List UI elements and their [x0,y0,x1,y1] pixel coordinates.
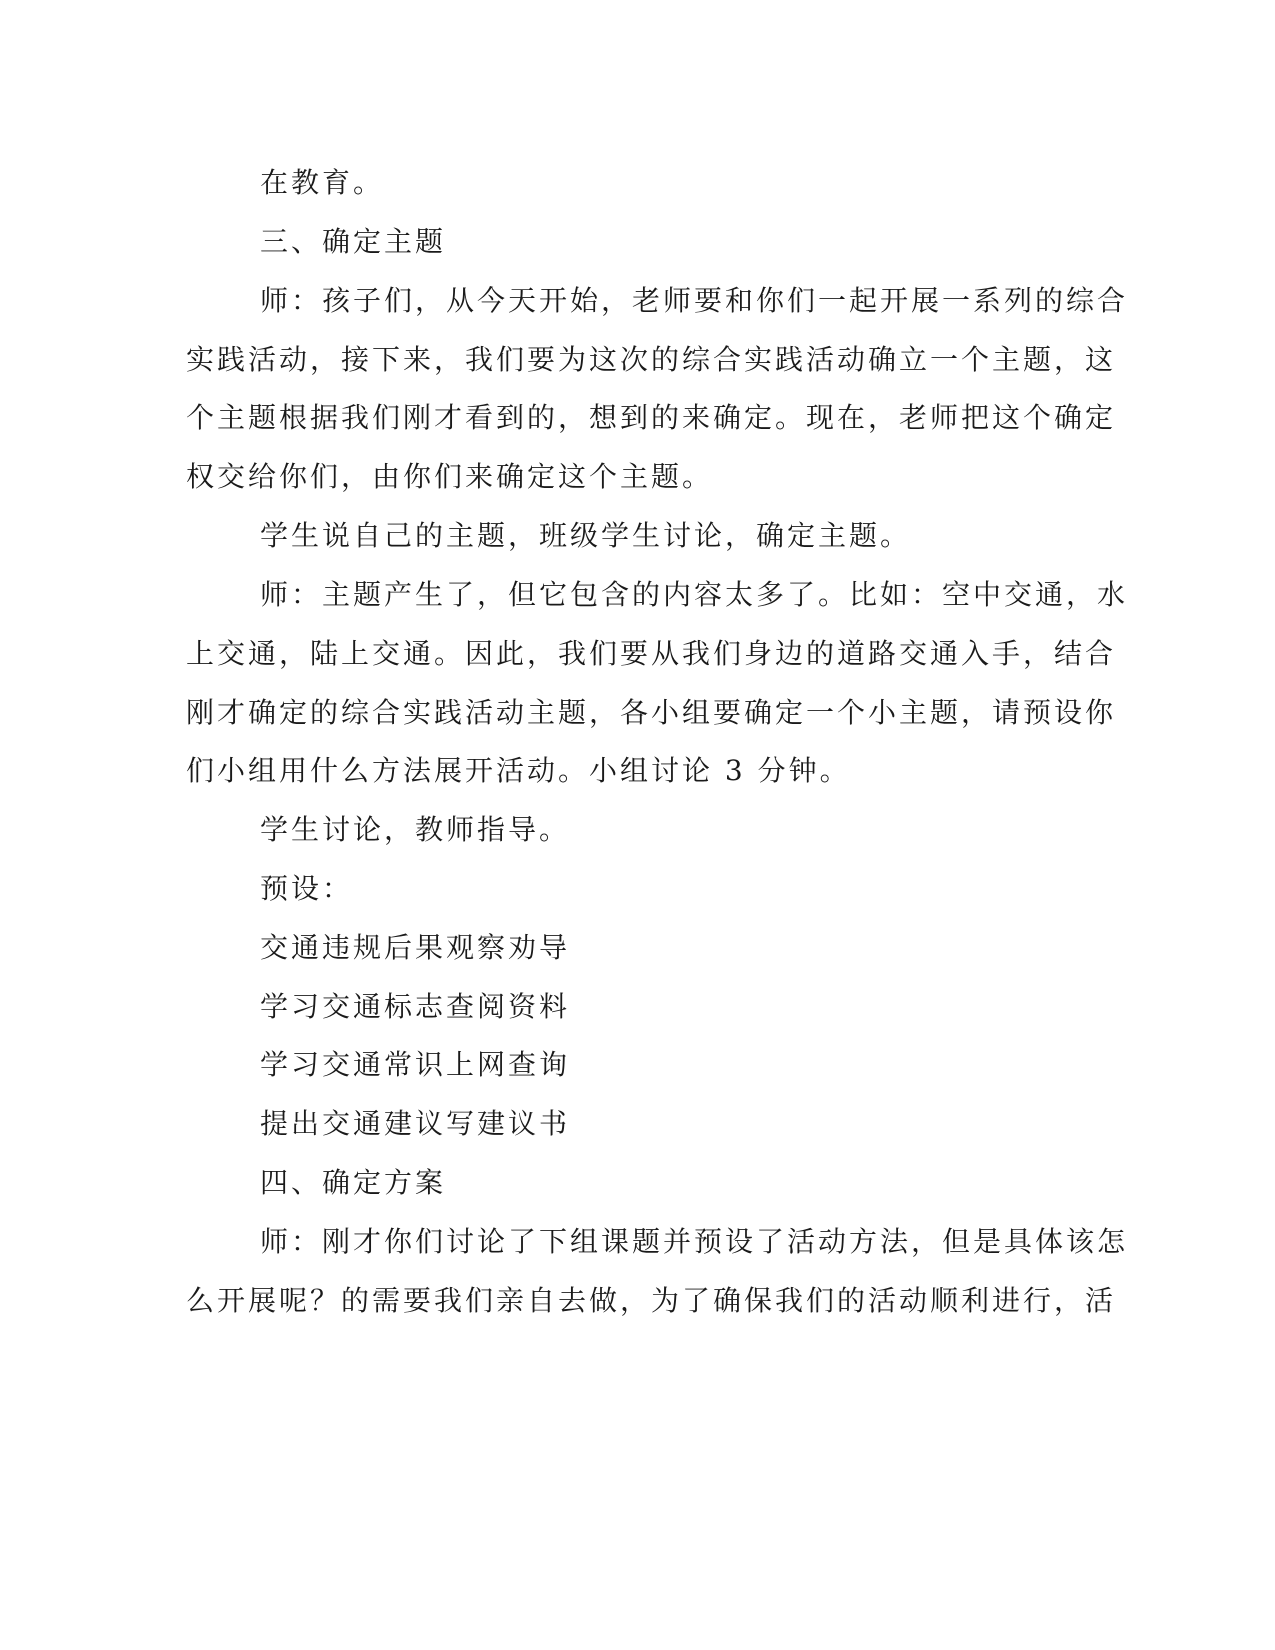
list-item: 交通违规后果观察劝导 [260,931,571,964]
list-item: 提出交通建议写建议书 [260,1107,571,1140]
text-line: 在教育。 [260,166,385,199]
list-item: 学习交通常识上网查询 [260,1048,571,1081]
section-heading: 三、确定主题 [260,225,447,258]
text-line: 们小组用什么方法展开活动。小组讨论 3 分钟。 [186,754,851,787]
text-line: 师：刚才你们讨论了下组课题并预设了活动方法，但是具体该怎 [260,1225,1129,1258]
list-item: 学习交通标志查阅资料 [260,990,571,1023]
text-line: 刚才确定的综合实践活动主题，各小组要确定一个小主题，请预设你 [186,696,1117,729]
text-line: 学生讨论，教师指导。 [260,813,571,846]
text-line: 预设： [260,872,354,905]
text-line: 上交通，陆上交通。因此，我们要从我们身边的道路交通入手，结合 [186,637,1117,670]
text-line: 么开展呢？的需要我们亲自去做，为了确保我们的活动顺利进行，活 [186,1284,1117,1317]
text-line: 权交给你们，由你们来确定这个主题。 [186,460,714,493]
text-line: 师：主题产生了，但它包含的内容太多了。比如：空中交通，水 [260,578,1129,611]
text-line: 个主题根据我们刚才看到的，想到的来确定。现在，老师把这个确定 [186,401,1117,434]
section-heading: 四、确定方案 [260,1166,447,1199]
text-line: 实践活动，接下来，我们要为这次的综合实践活动确立一个主题，这 [186,343,1117,376]
text-line: 师：孩子们，从今天开始，老师要和你们一起开展一系列的综合 [260,284,1129,317]
text-line: 学生说自己的主题，班级学生讨论，确定主题。 [260,519,912,552]
